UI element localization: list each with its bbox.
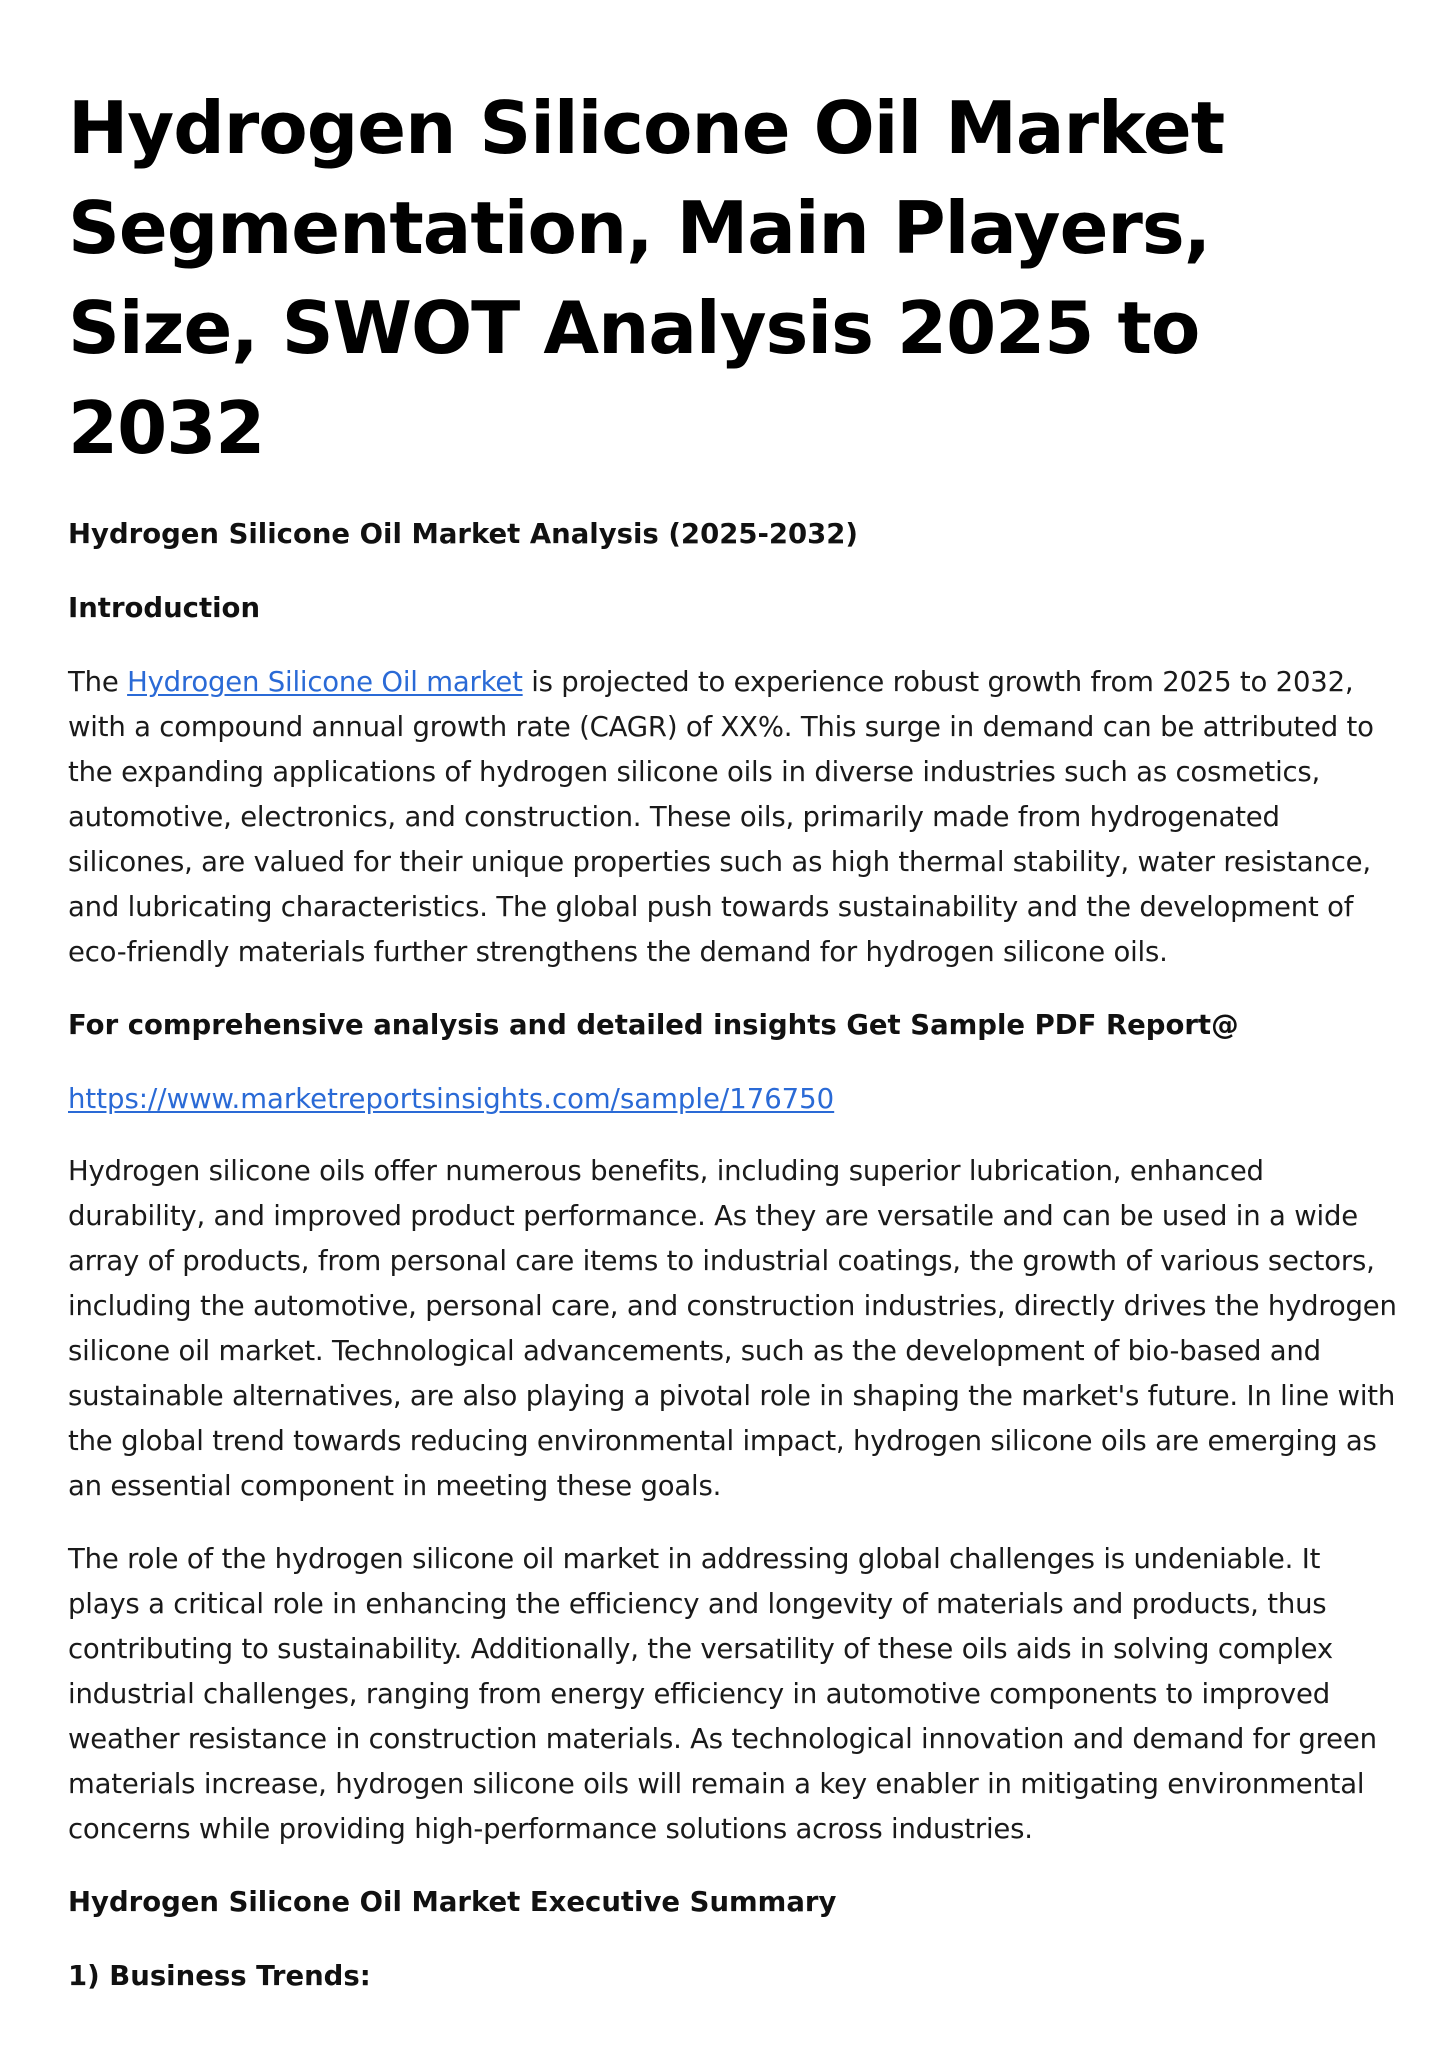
document-page xyxy=(68,78,1398,2028)
executive-summary-heading: Hydrogen Silicone Oil Market Executive Summary xyxy=(68,1886,837,1918)
sample-report-link[interactable]: https://www.marketreportsinsights.com/sample/176750 xyxy=(68,1083,835,1115)
intro-prefix: The xyxy=(68,666,128,698)
subtitle-heading: Hydrogen Silicone Oil Market Analysis (2025-2032) xyxy=(68,518,858,550)
role-paragraph: The role of the hydrogen silicone oil market in addressing global challenges is undeniable. It plays a critical role in enhancing the efficiency and longevity of materials and products, thus contributing to sustainability. Additionally, the versatility of these oils aids in solving complex industrial challenges, ranging from energy efficiency in automotive components to improved weather resistance in construction materials. As technological innovation and demand for green materials increase, hydrogen silicone oils will remain a key enabler in mitigating environmental concerns while providing high-performance solutions across industries. xyxy=(68,1543,1377,1845)
sample-report-cta: For comprehensive analysis and detailed insights Get Sample PDF Report@ xyxy=(68,1009,1239,1041)
sample-link-line xyxy=(68,1077,1398,1121)
intro-suffix: is projected to experience robust growth from 2025 to 2032, with a compound annual growth rate (CAGR) of XX%. This surge in demand can be attributed to the expanding applications of hydrogen silicone oils in diverse industries such as cosmetics, automotive, electronics, and construction. These oils, primarily made from hydrogenated silicones, are valued for their unique properties such as high thermal stability, water resistance, and lubricating characteristics. The global push towards sustainability and the development of eco-friendly materials further strengthens the demand for hydrogen silicone oils. xyxy=(68,666,1374,968)
business-trends-heading: 1) Business Trends: xyxy=(68,1960,371,1992)
benefits-paragraph: Hydrogen silicone oils offer numerous benefits, including superior lubrication, enhanced durability, and improved product performance. As they are versatile and can be used in a wide array of products, from personal care items to industrial coatings, the growth of various sectors, including the automotive, personal care, and construction industries, directly drives the hydrogen silicone oil market. Technological advancements, such as the development of bio-based and sustainable alternatives, are also playing a pivotal role in shaping the market's future. In line with the global trend towards reducing environmental impact, hydrogen silicone oils are emerging as an essential component in meeting these goals. xyxy=(68,1155,1397,1502)
market-link[interactable]: Hydrogen Silicone Oil market xyxy=(127,666,523,698)
intro-paragraph xyxy=(68,660,1398,975)
introduction-heading: Introduction xyxy=(68,592,261,624)
page-title: Hydrogen Silicone Oil Market Segmentation, Main Players, Size, SWOT Analysis 2025 to 2032 xyxy=(68,86,1225,470)
